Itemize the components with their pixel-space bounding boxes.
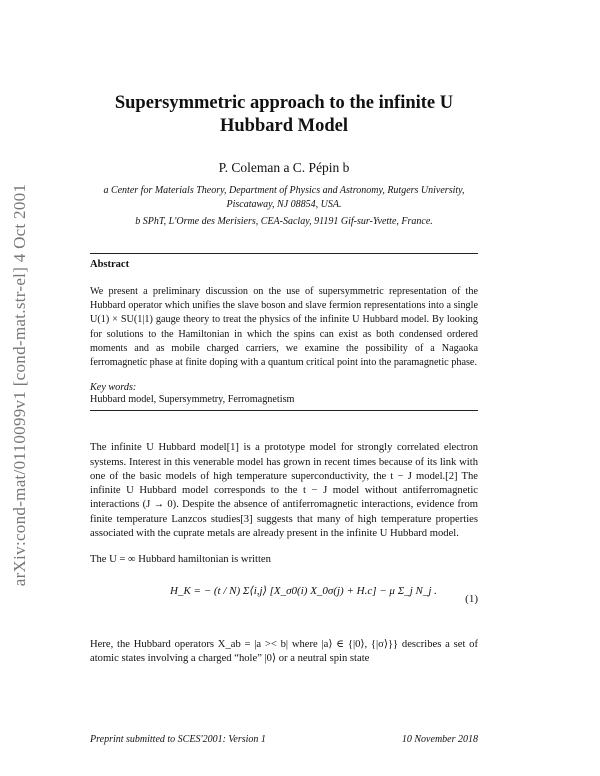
keywords-heading: Key words: — [90, 382, 137, 394]
equation-1 — [90, 576, 478, 624]
paper-page — [90, 92, 478, 666]
equation-number: (1) — [465, 592, 478, 605]
abstract-heading: Abstract — [90, 259, 130, 270]
page-footer — [90, 734, 478, 745]
arxiv-identifier: arXiv:cond-mat/0110099v1 [cond-mat.str-el] 4 Oct 2001 — [10, 183, 29, 587]
body-paragraph-3: Here, the Hubbard operators X_ab = |a >< b| where |a⟩ ∈ {|0⟩, {|σ⟩}} describes a set of atomic states involving a charged “hole” |0⟩ or a neutral spin state — [90, 638, 478, 664]
footer-preprint-note: Preprint submitted to SCES'2001: Version 1 — [90, 734, 266, 745]
abstract-text: We present a preliminary discussion on the use of supersymmetric representation of the Hubbard operator which unifies the slave boson and slave fermion representations into a single U(1) × SU(1|1) gauge theory to treat the physics of the infinite U Hubbard model. By looking for solutions to the Hamiltonian in which the spins can exist as both condensed ordered moments and as mobile charged carriers, we examine the possibility of a Nagaoka ferromagnetic phase at finite doping with a quantum critical point into the paramagnetic phase. — [90, 286, 478, 369]
equation-hamiltonian: H_K = − (t / N) Σ⟨i,j⟩ [X_σ0(i) X_0σ(j) + H.c] − μ Σ_j N_j . — [170, 584, 437, 597]
arxiv-sidebar — [0, 150, 40, 620]
author-list: P. Coleman a C. Pépin b — [218, 160, 350, 175]
keywords-text: Hubbard model, Supersymmetry, Ferromagnetism — [90, 394, 295, 406]
affiliation-b: b SPhT, L'Orme des Merisiers, CEA-Saclay, 91191 Gif-sur-Yvette, France. — [135, 216, 433, 227]
title-line-2: Hubbard Model — [220, 116, 348, 136]
abstract-bottom-rule — [90, 410, 478, 411]
abstract-top-rule — [90, 253, 478, 254]
title-line-1: Supersymmetric approach to the infinite U — [114, 93, 454, 113]
body-paragraph-1: The infinite U Hubbard model[1] is a prototype model for strongly correlated electron systems. Interest in this venerable model has grown in recent times because of its link with one of the basic models of high temperature superconductivity, the t − J model.[2] The infinite U Hubbard model corresponds to the t − J model without antiferromagnetic interactions (J → 0). Despite the absence of antiferromagnetic interactions, evidence from finite temperature Lanzcos studies[3] suggests that many of high temperature properties associated with the cuprate metals are already present in the infinite U Hubbard model. — [90, 442, 478, 539]
paper-title — [90, 92, 478, 138]
body-paragraph-2: The U = ∞ Hubbard hamiltonian is written — [90, 554, 271, 566]
affiliation-a: a Center for Materials Theory, Department of Physics and Astronomy, Rutgers University, Piscataway, NJ 08854, USA. — [103, 185, 465, 210]
footer-date: 10 November 2018 — [401, 734, 478, 745]
